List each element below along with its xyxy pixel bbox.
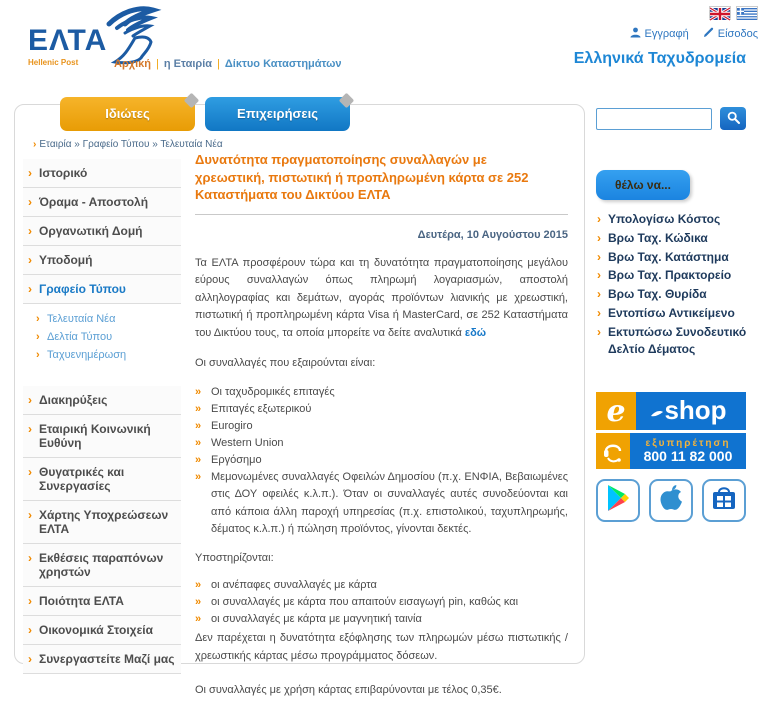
eshop-banner[interactable]	[596, 392, 746, 430]
nav-home-link[interactable]: Αρχική	[114, 58, 151, 70]
app-store-badges	[596, 479, 762, 522]
supported-list	[195, 577, 568, 628]
pencil-icon	[703, 27, 714, 41]
content-panel	[14, 104, 585, 696]
excluded-item: » Επιταγές εξωτερικού	[195, 401, 568, 418]
sidebar-item-complaints[interactable]: › Εκθέσεις παραπόνων χρηστών	[23, 544, 181, 587]
logo-subtitle: Hellenic Post	[28, 58, 79, 67]
windows-store-icon	[710, 484, 738, 517]
logo-title: ΕΛΤΑ	[28, 24, 108, 57]
sidebar-item-subsidiaries[interactable]: › Θυγατρικές και Συνεργασίες	[23, 458, 181, 501]
leaf-icon	[651, 395, 663, 426]
quick-link-print-parcel-note[interactable]: › Εκτυπώσω Συνοδευτικό Δελτίο Δέματος	[596, 323, 762, 359]
supported-item: » οι συναλλαγές με κάρτα με μαγνητική ταινία	[195, 611, 568, 628]
search-icon	[727, 111, 740, 127]
breadcrumb[interactable]	[33, 139, 223, 150]
intro-text: Τα ΕΛΤΑ προσφέρουν τώρα και τη δυνατότητα πραγματοποίησης μεγάλου εύρους συναλλαγών όπως πληρωμή λογαριασμών, αποστολή αλληλογραφίας και δεμάτων, αγοράς προϊόντων λιανικής με χρεωστική, πιστωτική ή προπληρωμένη κάρτα Visa ή MasterCard, σε 252 Καταστήματα του Δικτύου τους, τα οποία μπορείτε να δείτε αναλυτικά	[195, 256, 568, 340]
top-nav	[114, 58, 342, 70]
nav-separator: |	[156, 58, 159, 70]
sidebar-item-financials[interactable]: › Οικονομικά Στοιχεία	[23, 616, 181, 645]
search-button[interactable]	[720, 107, 746, 130]
article-fee: Οι συναλλαγές με χρήση κάρτας επιβαρύνονται με τέλος 0,35€.	[195, 683, 502, 696]
article-title: Δυνατότητα πραγματοποίησης συναλλαγών με χρεωστική, πιστωτική ή προπληρωμένη κάρτα σε 252 Καταστήματα του Δικτύου ΕΛΤΑ	[195, 152, 529, 203]
excluded-item: » Eurogiro	[195, 418, 568, 435]
sidebar-item-partner-with-us[interactable]: › Συνεργαστείτε Μαζί μας	[23, 645, 181, 674]
sidebar-gap	[23, 374, 181, 386]
person-icon	[630, 27, 641, 41]
brand-title: Ελληνικά Ταχυδρομεία	[573, 50, 746, 67]
search-input[interactable]	[596, 108, 712, 130]
sidebar-subitem-latest-news[interactable]: › Τελευταία Νέα	[33, 310, 181, 328]
login-link[interactable]	[703, 27, 758, 41]
uk-flag-icon[interactable]	[709, 6, 731, 20]
title-divider	[195, 214, 568, 215]
sidebar-item-csr[interactable]: › Εταιρική Κοινωνική Ευθύνη	[23, 415, 181, 458]
sidebar-item-history[interactable]: › Ιστορικό	[23, 159, 181, 188]
supported-heading: Υποστηρίζονται:	[195, 551, 274, 564]
sidebar-subitem-tachyenimerosi[interactable]: › Ταχυενημέρωση	[33, 346, 181, 364]
login-label: Είσοδος	[717, 28, 758, 40]
excluded-list	[195, 384, 568, 537]
sidebar-item-press-office[interactable]: › Γραφείο Τύπου	[23, 275, 181, 304]
google-play-icon	[605, 484, 631, 517]
supported-item: » οι ανέπαφες συναλλαγές με κάρτα	[195, 577, 568, 594]
quick-link-postal-code[interactable]: › Βρω Ταχ. Κώδικα	[596, 229, 762, 248]
quick-link-calculate-cost[interactable]: › Υπολογίσω Κόστος	[596, 210, 762, 229]
sidebar-item-structure[interactable]: › Οργανωτική Δομή	[23, 217, 181, 246]
eshop-shop-text: shop	[664, 394, 727, 425]
quick-link-post-office[interactable]: › Βρω Ταχ. Κατάστημα	[596, 248, 762, 267]
search-bar	[596, 107, 762, 130]
sidebar-item-vision[interactable]: › Όραμα - Αποστολή	[23, 188, 181, 217]
quick-link-track-item[interactable]: › Εντοπίσω Αντικείμενο	[596, 304, 762, 323]
greece-flag-icon[interactable]	[736, 6, 758, 20]
eshop-e-mark: e	[596, 392, 636, 430]
article-date: Δευτέρα, 10 Αυγούστου 2015	[417, 228, 568, 241]
article-intro	[195, 255, 568, 343]
sidebar-item-obligations-map[interactable]: › Χάρτης Υποχρεώσεων ΕΛΤΑ	[23, 501, 181, 544]
register-link[interactable]	[630, 27, 689, 41]
support-label: εξυπηρέτηση	[645, 438, 731, 450]
support-phone: 800 11 82 000	[643, 448, 733, 465]
apple-icon	[658, 483, 684, 518]
want-to-button[interactable]: θέλω να...	[596, 170, 690, 200]
excluded-heading: Οι συναλλαγές που εξαιρούνται είναι:	[195, 356, 376, 369]
account-links	[630, 27, 758, 41]
article	[181, 137, 584, 711]
nav-company-link[interactable]: η Εταιρία	[163, 58, 213, 70]
supported-item: » οι συναλλαγές με κάρτα που απαιτούν εισαγωγή pin, καθώς και	[195, 594, 568, 611]
excluded-item: » Μεμονωμένες συναλλαγές Οφειλών Δημοσίου (π.χ. ΕΝΦΙΑ, Βεβαιωμένες στις ΔΟΥ οφειλές κ.λ.π.). Όταν οι συναλλαγές αυτές συνοδεύονται και από κάποια άλλη παροχή υπηρεσίας (π.χ. επιστολικού, ταχυπληρωμής, δέματος κ.λ.π.) ή πώληση προϊόντος, γίνονται δεκτές.	[195, 469, 568, 537]
sidebar-item-infrastructure[interactable]: › Υποδομή	[23, 246, 181, 275]
sidebar-item-tenders[interactable]: › Διακηρύξεις	[23, 386, 181, 415]
sidebar-item-quality[interactable]: › Ποιότητα ΕΛΤΑ	[23, 587, 181, 616]
language-switcher	[709, 6, 758, 20]
quick-link-po-box[interactable]: › Βρω Ταχ. Θυρίδα	[596, 285, 762, 304]
nav-separator: |	[217, 58, 220, 70]
windows-store-badge[interactable]	[702, 479, 746, 522]
support-text	[630, 433, 746, 469]
breadcrumb-path[interactable]: Εταιρία » Γραφείο Τύπου » Τελευταία Νέα	[39, 139, 223, 150]
support-banner[interactable]	[596, 433, 746, 469]
nav-network-link[interactable]: Δίκτυο Καταστημάτων	[224, 58, 342, 70]
tab-private[interactable]: Ιδιώτες	[60, 97, 195, 131]
quick-links	[596, 210, 762, 358]
google-play-badge[interactable]	[596, 479, 640, 522]
breadcrumb-arrow-icon: ›	[33, 139, 37, 150]
here-link[interactable]: εδώ	[464, 327, 487, 340]
quick-link-agency[interactable]: › Βρω Ταχ. Πρακτορείο	[596, 266, 762, 285]
eshop-label	[636, 392, 746, 430]
register-label: Εγγραφή	[644, 28, 689, 40]
sidebar-subitem-press-releases[interactable]: › Δελτία Τύπου	[33, 328, 181, 346]
apple-store-badge[interactable]	[649, 479, 693, 522]
tab-business[interactable]: Επιχειρήσεις	[205, 97, 350, 131]
excluded-item: » Western Union	[195, 435, 568, 452]
right-rail	[596, 107, 762, 522]
article-note: Δεν παρέχεται η δυνατότητα εξόφλησης των πληρωμών μέσω πιστωτικής / χρεωστικής κάρτας μέσω προγράμματος δόσεων.	[195, 632, 568, 662]
excluded-item: » Οι ταχυδρομικές επιταγές	[195, 384, 568, 401]
sidebar	[15, 137, 181, 711]
press-office-submenu	[23, 304, 181, 374]
headset-icon	[596, 433, 630, 469]
excluded-item: » Εργόσημο	[195, 452, 568, 469]
